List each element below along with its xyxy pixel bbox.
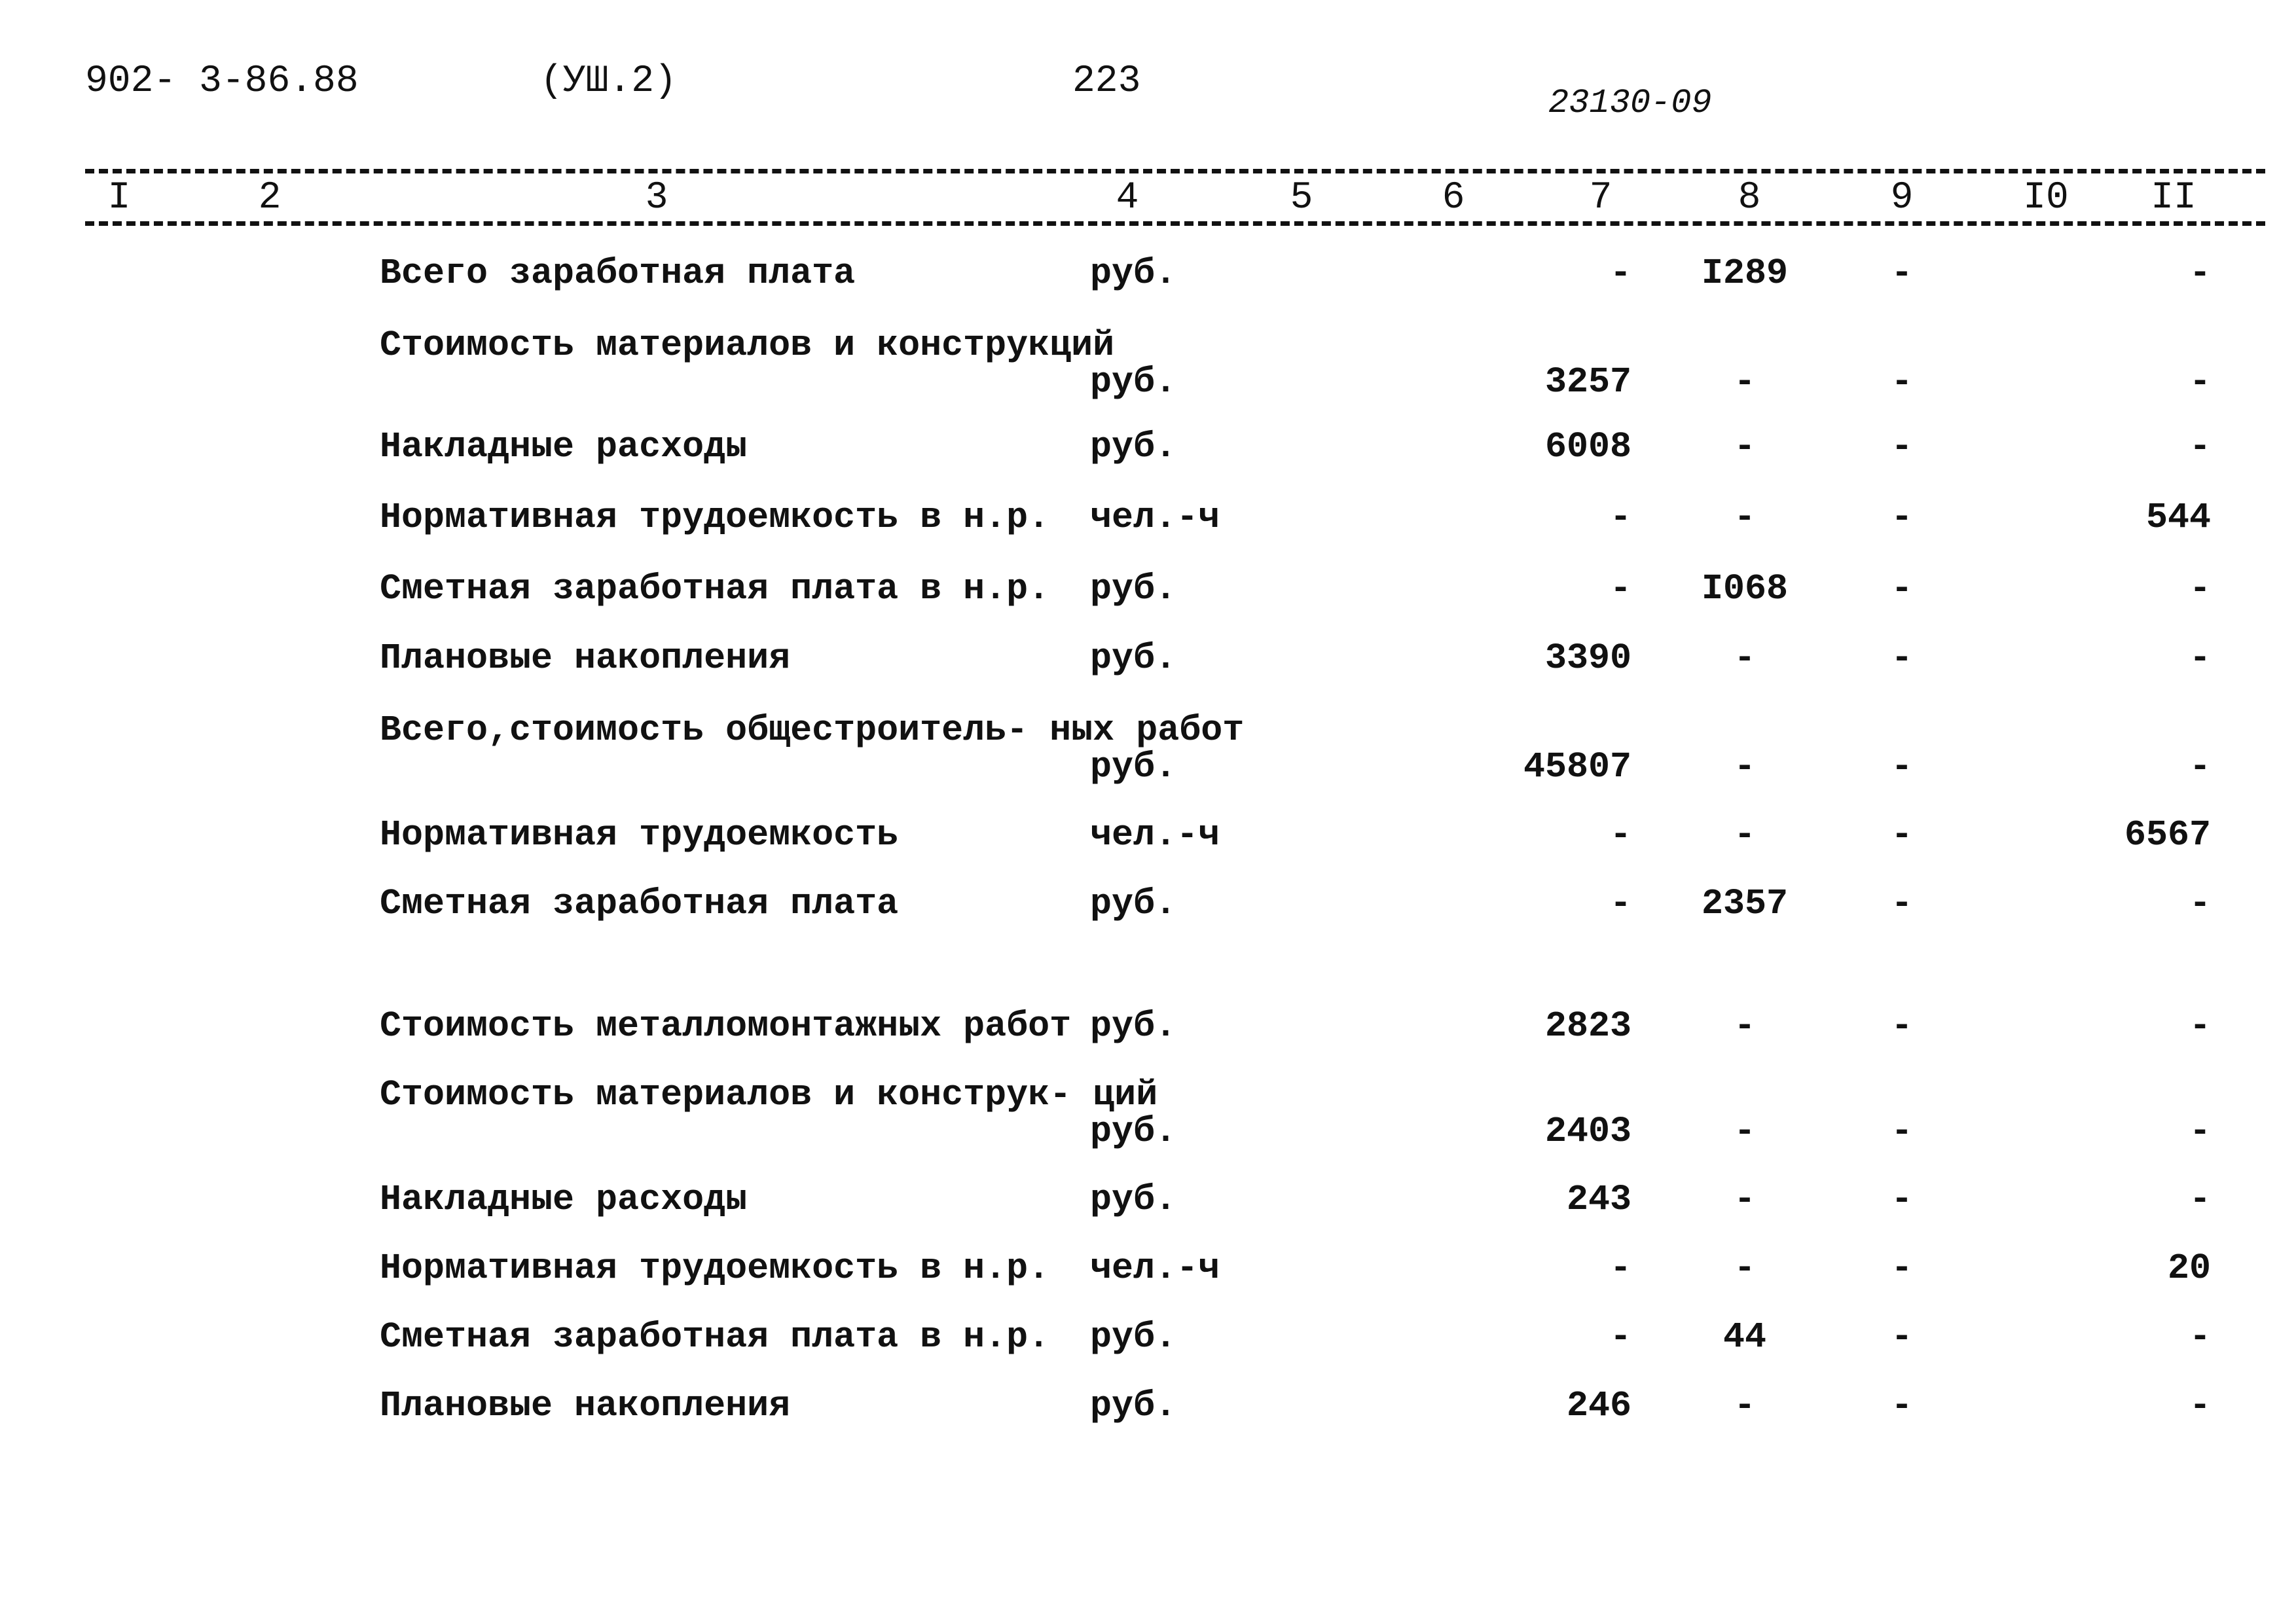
- col7-value: [1544, 426, 1631, 467]
- col7-value: [1544, 361, 1631, 403]
- row-label-text: Накладные расходы: [380, 426, 748, 467]
- row-label-text: Всего заработная плата: [380, 253, 856, 294]
- col11-value: [2189, 568, 2211, 609]
- row-unit-text: руб.: [1090, 361, 1177, 403]
- row-unit: [1090, 814, 1220, 856]
- col9-value-text: -: [1891, 497, 1913, 538]
- col9-value-text: -: [1891, 883, 1913, 924]
- row-unit-text: руб.: [1090, 568, 1177, 609]
- row-label: [380, 640, 790, 677]
- col8-value-text: -: [1734, 426, 1756, 467]
- header-divider-bottom: [85, 221, 2265, 226]
- row-unit-text: руб.: [1090, 1111, 1177, 1152]
- col8-value-text: -: [1734, 638, 1756, 679]
- row-unit-text: руб.: [1090, 253, 1177, 294]
- col11-value-text: -: [2189, 1385, 2211, 1426]
- col7-value-text: -: [1609, 883, 1631, 924]
- row-label: [380, 1250, 1049, 1287]
- col9-value-text: -: [1891, 1005, 1913, 1047]
- col7-value-text: 6008: [1544, 426, 1631, 467]
- row-unit: [1090, 1113, 1176, 1150]
- col11-value-text: -: [2189, 638, 2211, 679]
- col11-value: [2189, 883, 2211, 924]
- row-unit-text: руб.: [1090, 426, 1177, 467]
- column-number: I: [107, 177, 131, 219]
- col7-value-text: 243: [1566, 1179, 1631, 1220]
- row-label-text: Сметная заработная плата в н.р.: [380, 1316, 1050, 1358]
- col7-value-text: 45807: [1523, 746, 1631, 787]
- col11-value-text: -: [2189, 1111, 2211, 1152]
- col11-value: [2189, 1005, 2211, 1047]
- col7-value: [1609, 814, 1631, 856]
- row-label-text: Стоимость металломонтажных работ: [380, 1005, 1072, 1047]
- col9-value-text: -: [1891, 361, 1913, 403]
- column-number: 6: [1442, 177, 1465, 219]
- row-unit: [1090, 426, 1177, 467]
- row-label-text: Накладные расходы: [380, 1179, 748, 1220]
- row-label: [380, 568, 1050, 609]
- col7-value-text: -: [1609, 1316, 1631, 1358]
- col7-value-text: -: [1609, 1248, 1631, 1289]
- col8-value-text: -: [1734, 1005, 1756, 1047]
- col11-value-text: -: [2189, 746, 2211, 787]
- col7-value: [1609, 883, 1631, 924]
- row-label-text: Нормативная трудоемкость в н.р.: [380, 1248, 1050, 1289]
- page-number: 223: [1072, 60, 1141, 103]
- col7-value: [1545, 640, 1631, 677]
- col11-value-text: -: [2189, 426, 2211, 467]
- row-label: [380, 1005, 1072, 1047]
- col9-value-text: -: [1891, 1179, 1913, 1220]
- col11-value: [2189, 361, 2211, 403]
- row-label-text: Стоимость материалов и конструк- ций: [380, 1074, 1158, 1115]
- row-unit-text: руб.: [1090, 883, 1177, 924]
- column-number: 9: [1890, 177, 1914, 219]
- row-label: [380, 1179, 748, 1220]
- col8-value-text: -: [1734, 1385, 1756, 1426]
- row-unit: [1090, 499, 1220, 536]
- row-unit-text: руб.: [1090, 1385, 1177, 1426]
- col7-value: [1609, 568, 1631, 609]
- col11-value: [2124, 814, 2211, 856]
- col9-value-text: -: [1891, 746, 1913, 787]
- col7-value: [1566, 1179, 1631, 1220]
- col11-value: [2146, 499, 2211, 536]
- row-unit-text: чел.-ч: [1090, 497, 1220, 538]
- row-label-text: Плановые накопления: [380, 1385, 791, 1426]
- col8-value-text: -: [1734, 746, 1756, 787]
- col8-value-text: -: [1734, 497, 1756, 538]
- col9-value-text: -: [1891, 1385, 1913, 1426]
- col8-value-text: -: [1734, 814, 1756, 856]
- row-label-text: Нормативная трудоемкость в н.р.: [380, 497, 1050, 538]
- col9-value-text: -: [1891, 814, 1913, 856]
- col11-value: [2189, 426, 2211, 467]
- col7-value-text: 246: [1566, 1385, 1631, 1426]
- col7-value-text: 3257: [1544, 361, 1631, 403]
- col7-value-text: 2403: [1544, 1111, 1631, 1152]
- col9-value-text: -: [1891, 638, 1913, 679]
- col11-value-text: -: [2189, 361, 2211, 403]
- col11-value-text: 544: [2145, 497, 2211, 538]
- col7-value: [1610, 1250, 1631, 1287]
- row-unit-text: руб.: [1090, 1179, 1177, 1220]
- col8-value-text: I068: [1701, 568, 1789, 609]
- header-divider-top: [85, 169, 2265, 173]
- row-label: [380, 1074, 1158, 1115]
- col11-value-text: -: [2189, 1179, 2211, 1220]
- col7-value-text: -: [1609, 568, 1631, 609]
- col11-value-text: 20: [2167, 1248, 2211, 1289]
- col11-value-text: -: [2189, 1005, 2211, 1047]
- row-unit: [1090, 746, 1177, 787]
- row-label-text: Сметная заработная плата: [380, 883, 899, 924]
- row-unit: [1090, 1250, 1220, 1287]
- row-label-text: Всего,стоимость общестроитель- ных работ: [380, 710, 1245, 751]
- col11-value-text: -: [2189, 253, 2211, 294]
- col8-value-text: 2357: [1701, 883, 1789, 924]
- col8-value-text: -: [1734, 361, 1756, 403]
- row-unit-text: чел.-ч: [1090, 814, 1220, 856]
- col11-value: [2189, 1113, 2211, 1150]
- col8-value-text: 44: [1723, 1316, 1767, 1358]
- row-label-text: Стоимость материалов и конструкций: [380, 325, 1115, 366]
- col7-value-text: -: [1609, 497, 1631, 538]
- col11-value-text: -: [2189, 1316, 2211, 1358]
- column-number: 7: [1589, 177, 1613, 219]
- col9-value-text: -: [1891, 1248, 1913, 1289]
- row-unit: [1090, 361, 1177, 403]
- col7-value: [1610, 499, 1631, 536]
- row-unit: [1090, 1005, 1177, 1047]
- row-unit: [1090, 1316, 1177, 1358]
- col9-value-text: -: [1891, 568, 1913, 609]
- column-number: 3: [645, 177, 668, 219]
- row-unit: [1090, 568, 1177, 609]
- col11-value: [2168, 1250, 2211, 1287]
- row-label-text: Сметная заработная плата в н.р.: [380, 568, 1050, 609]
- col7-value: [1544, 1005, 1631, 1047]
- row-unit: [1090, 1179, 1177, 1220]
- row-unit-text: чел.-ч: [1090, 1248, 1220, 1289]
- col11-value: [2189, 1316, 2211, 1358]
- col7-value: [1523, 746, 1631, 787]
- document-number: 902- 3-86.88: [85, 60, 359, 103]
- col9-value-text: -: [1891, 426, 1913, 467]
- col7-value-text: 3390: [1544, 638, 1631, 679]
- row-label-text: Нормативная трудоемкость: [380, 814, 899, 856]
- col11-value-text: 6567: [2124, 814, 2211, 856]
- row-unit: [1090, 883, 1177, 924]
- row-label: [380, 712, 1244, 749]
- column-number: II: [2151, 177, 2196, 219]
- col7-value: [1545, 1113, 1631, 1150]
- row-label: [380, 814, 899, 856]
- row-unit-text: руб.: [1090, 638, 1177, 679]
- row-unit-text: руб.: [1090, 1316, 1177, 1358]
- row-unit: [1090, 640, 1176, 677]
- column-number: 4: [1116, 177, 1139, 219]
- column-number: I0: [2023, 177, 2069, 219]
- column-number: 5: [1290, 177, 1313, 219]
- col11-value: [2189, 255, 2211, 292]
- column-number: 8: [1738, 177, 1761, 219]
- row-unit: [1090, 255, 1176, 292]
- row-label: [380, 255, 855, 292]
- col7-value: [1610, 255, 1631, 292]
- row-label: [380, 327, 1114, 364]
- row-label: [380, 499, 1049, 536]
- col8-value-text: -: [1734, 1179, 1756, 1220]
- archive-code: 23130-09: [1548, 84, 1712, 122]
- col8-value-text: -: [1734, 1248, 1756, 1289]
- col8-value-text: -: [1734, 1111, 1756, 1152]
- row-unit: [1090, 1385, 1177, 1426]
- col7-value-text: -: [1609, 253, 1631, 294]
- col7-value-text: 2823: [1544, 1005, 1631, 1047]
- row-label: [380, 1316, 1050, 1358]
- col11-value-text: -: [2189, 568, 2211, 609]
- col9-value-text: -: [1891, 1111, 1913, 1152]
- col11-value: [2189, 640, 2211, 677]
- section-label: (УШ.2): [540, 60, 677, 103]
- row-label: [380, 426, 748, 467]
- col11-value: [2189, 1179, 2211, 1220]
- row-label-text: Плановые накопления: [380, 638, 791, 679]
- row-label: [380, 1385, 791, 1426]
- col7-value: [1566, 1385, 1631, 1426]
- col8-value-text: I289: [1701, 253, 1789, 294]
- col7-value: [1609, 1316, 1631, 1358]
- col11-value: [2189, 1385, 2211, 1426]
- col11-value-text: -: [2189, 883, 2211, 924]
- col9-value-text: -: [1891, 1316, 1913, 1358]
- row-unit-text: руб.: [1090, 1005, 1177, 1047]
- column-number: 2: [258, 177, 282, 219]
- row-label: [380, 883, 899, 924]
- col7-value-text: -: [1609, 814, 1631, 856]
- row-unit-text: руб.: [1090, 746, 1177, 787]
- col11-value: [2189, 746, 2211, 787]
- col9-value-text: -: [1891, 253, 1913, 294]
